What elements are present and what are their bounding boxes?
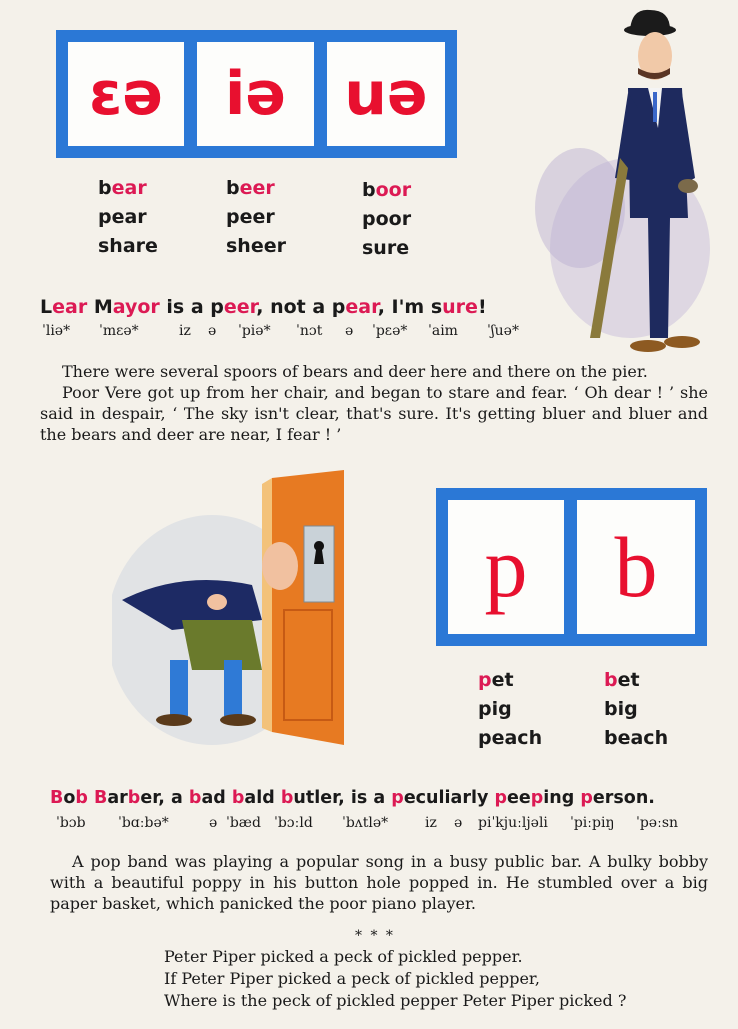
vowel-symbol-ea xyxy=(68,42,184,146)
word: pig xyxy=(478,698,512,720)
word: peer xyxy=(226,206,275,228)
word: big xyxy=(604,698,638,720)
vowel-word-list-ia xyxy=(226,174,286,261)
highlighted-sound: p xyxy=(530,788,544,808)
word: share xyxy=(98,235,158,257)
section-separator: * * * xyxy=(355,928,395,944)
sentence-text: ! xyxy=(477,296,487,318)
word: peach xyxy=(478,727,543,749)
highlighted-sound: p xyxy=(494,788,507,808)
sentence-text: M xyxy=(93,296,113,318)
word: beach xyxy=(604,727,669,749)
highlighted-sound: eer xyxy=(223,296,257,318)
vowel-symbol-text: iə xyxy=(224,59,287,129)
sentence-text: ee xyxy=(506,788,531,808)
highlighted-sound: B xyxy=(94,788,108,808)
consonant-symbol-text: b xyxy=(614,519,658,615)
highlighted-sound: ure xyxy=(442,296,478,318)
highlighted-sound: ear xyxy=(345,296,378,318)
word: sheer xyxy=(226,235,286,257)
highlighted-sound: b xyxy=(75,788,88,808)
highlighted-sound: p xyxy=(391,788,404,808)
vowel-symbol-ia xyxy=(197,42,314,146)
sentence-text: o xyxy=(63,788,76,808)
sentence-text: , not a p xyxy=(256,296,346,318)
sentence-text: ar xyxy=(107,788,128,808)
word-highlighted: pet xyxy=(478,669,514,691)
word: pear xyxy=(98,206,147,228)
sentence-text: ing xyxy=(543,788,581,808)
sentence-text: , I'm s xyxy=(377,296,443,318)
highlighted-sound: ayor xyxy=(112,296,160,318)
rhyme-line: Peter Piper picked a peck of pickled pepper. xyxy=(164,947,523,966)
butler-at-door-illustration xyxy=(112,470,362,750)
consonant-symbol-p xyxy=(448,500,564,634)
highlighted-sound: B xyxy=(50,788,64,808)
sentence-text: er, a xyxy=(140,788,189,808)
consonant-word-list-p xyxy=(478,666,542,753)
highlighted-sound: b xyxy=(127,788,141,808)
sentence-text: eculiarly xyxy=(403,788,495,808)
word-highlighted: beer xyxy=(226,177,275,199)
gentleman-illustration xyxy=(520,8,720,363)
sentence-text: ald xyxy=(244,788,281,808)
vowel-symbol-text: uə xyxy=(344,59,428,129)
consonant-story-paragraph: A pop band was playing a popular song in a busy public bar. A bulky bobby with a beautiful poppy in his button hole popped in. He stumbled over a big paper basket, which panicked the poor piano player. xyxy=(50,852,708,913)
vowel-symbol-ua xyxy=(327,42,445,146)
highlighted-sound: b xyxy=(231,788,245,808)
vowel-word-list-ua xyxy=(362,176,411,263)
tongue-twister-rhyme xyxy=(164,946,626,1012)
consonant-symbol-b xyxy=(577,500,695,634)
sentence-text: utler, is a xyxy=(293,788,392,808)
sentence-text: L xyxy=(40,296,53,318)
vowel-example-sentence xyxy=(40,296,487,318)
highlighted-sound: p xyxy=(580,788,593,808)
vowel-word-list-ea xyxy=(98,174,158,261)
consonant-symbol-text: p xyxy=(484,519,528,615)
highlighted-sound: b xyxy=(188,788,202,808)
consonant-example-sentence xyxy=(50,788,655,808)
word: sure xyxy=(362,237,410,259)
word: poor xyxy=(362,208,412,230)
consonant-word-list-b xyxy=(604,666,668,753)
vowel-story-paragraph: There were several spoors of bears and deer here and there on the pier. Poor Vere got up from her chair, and began to stare and fear. ‘ Oh dear ! ’ she said in despair, ‘ The sky isn't clear, that's sure. It's getting bluer and bluer and the bears and deer are near, I fear ! ’ xyxy=(40,362,708,444)
rhyme-line: Where is the peck of pickled pepper Peter Piper picked ? xyxy=(164,991,627,1010)
sentence-text: ad xyxy=(201,788,232,808)
word-highlighted: boor xyxy=(362,179,412,201)
sentence-text xyxy=(87,296,94,318)
highlighted-sound: ear xyxy=(52,296,88,318)
sentence-text: is a p xyxy=(159,296,224,318)
word-highlighted: bet xyxy=(604,669,640,691)
highlighted-sound: b xyxy=(280,788,294,808)
rhyme-line: If Peter Piper picked a peck of pickled pepper, xyxy=(164,969,540,988)
vowel-symbol-text: ɛə xyxy=(88,59,164,129)
word-highlighted: bear xyxy=(98,177,147,199)
sentence-text: erson. xyxy=(592,788,655,808)
